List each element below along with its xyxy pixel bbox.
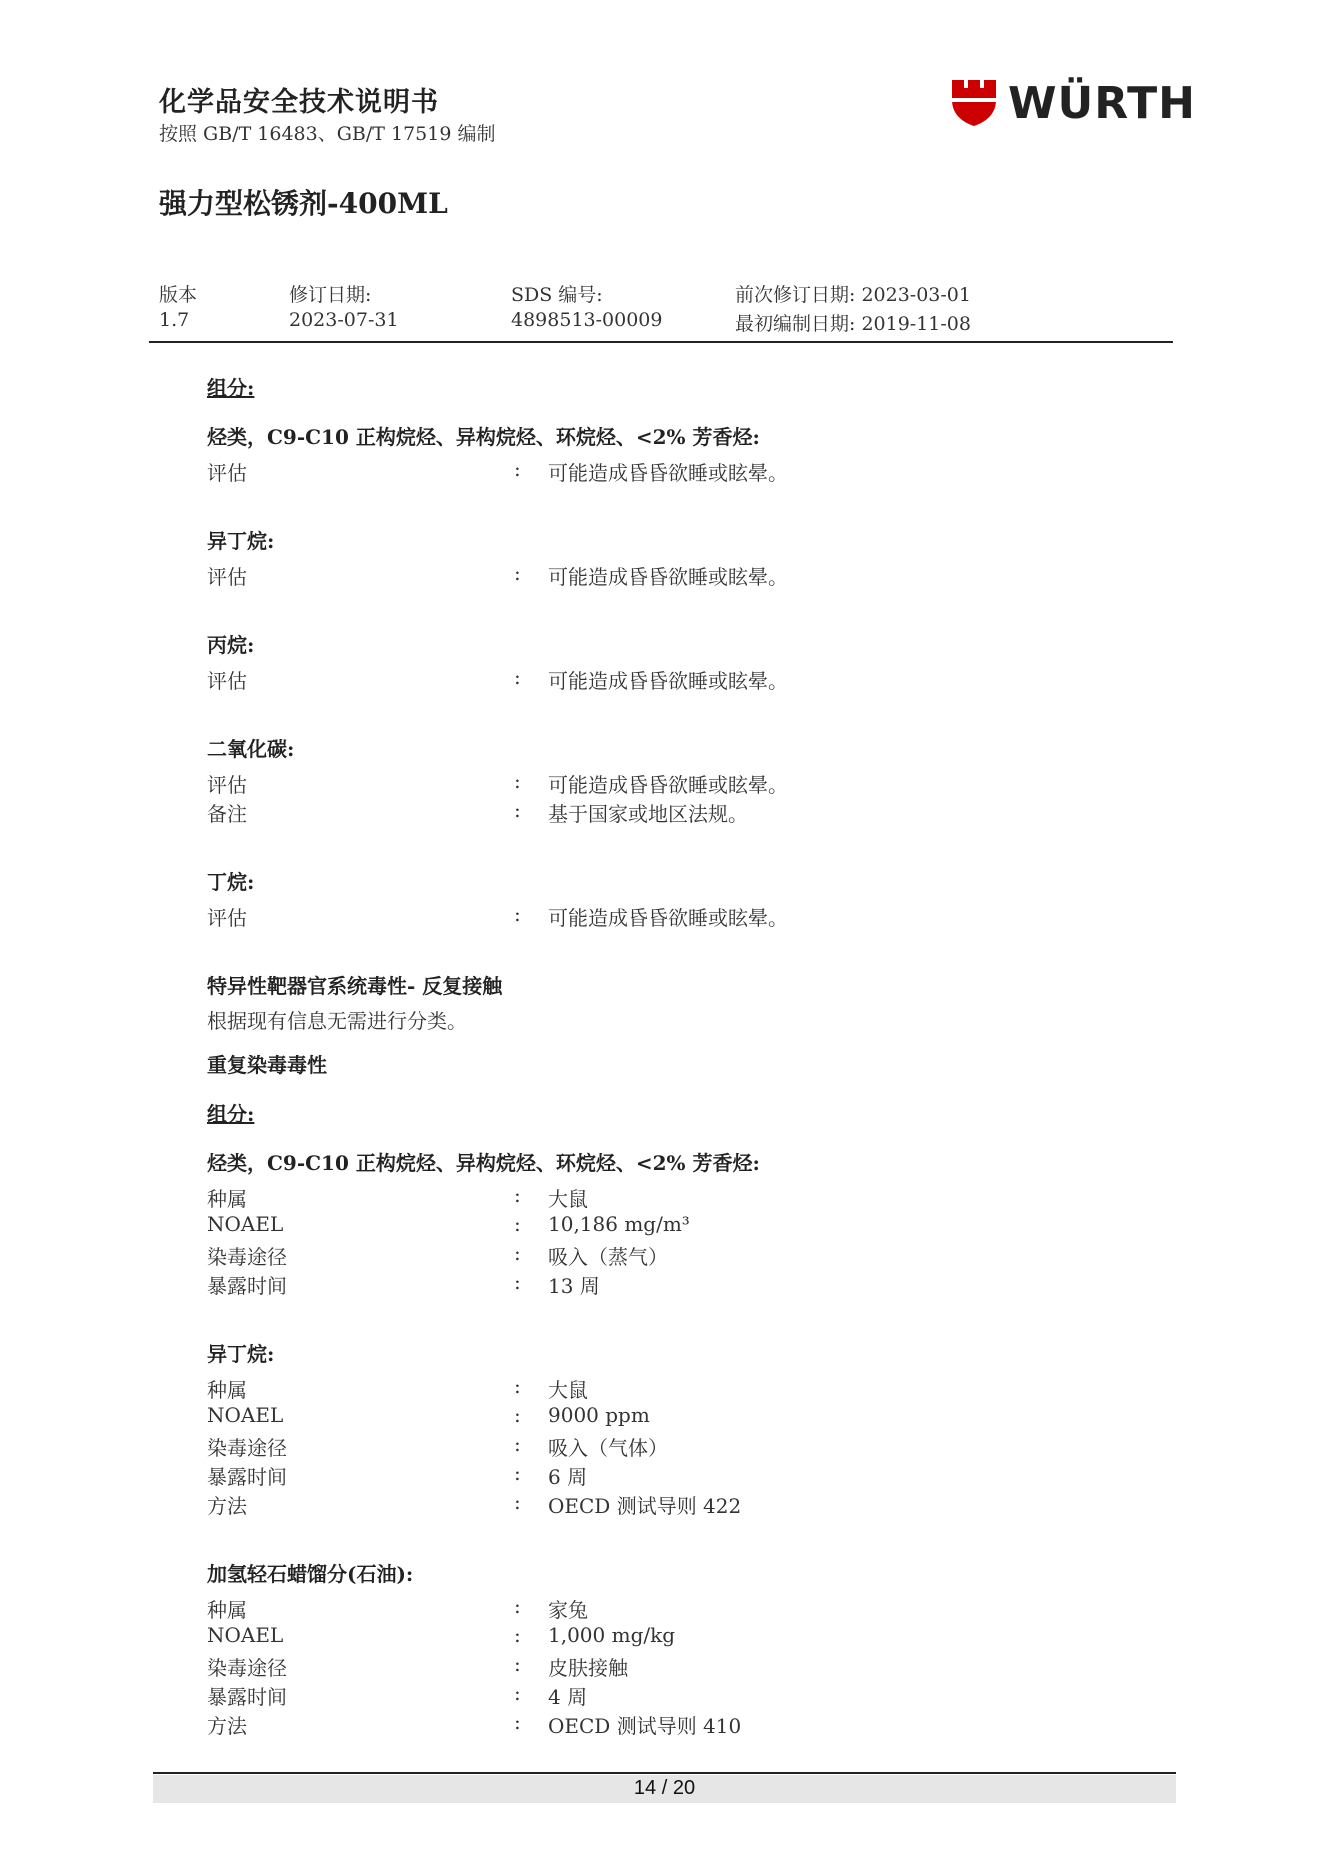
field-value: 可能造成昏昏欲睡或眩晕。 — [548, 773, 788, 797]
field-colon: : — [514, 1594, 521, 1618]
field-label: 暴露时间 — [207, 1465, 287, 1489]
field-colon: : — [514, 798, 521, 822]
page-number: 14 / 20 — [633, 1777, 696, 1799]
field-colon: : — [514, 1623, 521, 1647]
field-label: 评估 — [207, 669, 247, 693]
component-name: 加氢轻石蜡馏分(石油): — [207, 1562, 414, 1586]
revision-date-label: 修订日期: — [289, 284, 372, 306]
field-colon: : — [514, 1241, 521, 1265]
previous-revision-date: 前次修订日期: 2023-03-01 — [735, 284, 971, 306]
field-label: 种属 — [207, 1598, 247, 1622]
component-name: 异丁烷: — [207, 1342, 275, 1366]
repeated-toxicity-heading: 重复染毒毒性 — [207, 1053, 327, 1077]
field-label: 染毒途径 — [207, 1436, 287, 1460]
field-value: 13 周 — [548, 1274, 600, 1298]
product-name: 强力型松锈剂-400ML — [159, 187, 448, 220]
field-value: 可能造成昏昏欲睡或眩晕。 — [548, 461, 788, 485]
brand-name: WÜRTH — [1008, 78, 1197, 129]
field-value: 基于国家或地区法规。 — [548, 802, 748, 826]
field-colon: : — [514, 1403, 521, 1427]
field-label: 方法 — [207, 1494, 247, 1518]
components-heading: 组分: — [207, 376, 255, 400]
field-label: 备注 — [207, 802, 247, 826]
field-value: 可能造成昏昏欲睡或眩晕。 — [548, 906, 788, 930]
components-heading: 组分: — [207, 1102, 255, 1126]
field-value: 可能造成昏昏欲睡或眩晕。 — [548, 669, 788, 693]
field-colon: : — [514, 1183, 521, 1207]
header-divider — [149, 341, 1173, 343]
field-colon: : — [514, 1710, 521, 1734]
field-label: 评估 — [207, 461, 247, 485]
field-label: 暴露时间 — [207, 1274, 287, 1298]
field-label: 评估 — [207, 565, 247, 589]
field-colon: : — [514, 1432, 521, 1456]
field-value: 吸入（气体） — [548, 1436, 668, 1460]
field-label: 种属 — [207, 1187, 247, 1211]
field-label: NOAEL — [207, 1212, 284, 1236]
component-name: 异丁烷: — [207, 529, 275, 553]
field-value: 皮肤接触 — [548, 1656, 628, 1680]
field-value: 9000 ppm — [548, 1403, 650, 1427]
field-colon: : — [514, 665, 521, 689]
version-value: 1.7 — [159, 309, 190, 331]
wurth-logo-mark-icon — [950, 78, 998, 128]
sds-number-value: 4898513-00009 — [511, 309, 663, 331]
stot-repeated-text: 根据现有信息无需进行分类。 — [207, 1009, 467, 1033]
field-label: 染毒途径 — [207, 1656, 287, 1680]
field-colon: : — [514, 1490, 521, 1514]
wurth-logo — [950, 78, 1197, 129]
field-value: 6 周 — [548, 1465, 588, 1489]
field-label: NOAEL — [207, 1403, 284, 1427]
field-label: 方法 — [207, 1714, 247, 1738]
first-issue-date: 最初编制日期: 2019-11-08 — [735, 313, 971, 335]
component-name: 丙烷: — [207, 633, 255, 657]
field-colon: : — [514, 1270, 521, 1294]
component-name: 二氧化碳: — [207, 737, 295, 761]
field-colon: : — [514, 1461, 521, 1485]
component-name: 丁烷: — [207, 870, 255, 894]
sds-number-label: SDS 编号: — [511, 284, 603, 306]
field-value: 4 周 — [548, 1685, 588, 1709]
field-label: NOAEL — [207, 1623, 284, 1647]
field-value: 1,000 mg/kg — [548, 1623, 676, 1647]
component-name: 烃类，C9-C10 正构烷烃、异构烷烃、环烷烃、<2% 芳香烃: — [207, 1151, 760, 1175]
field-label: 暴露时间 — [207, 1685, 287, 1709]
stot-repeated-heading: 特异性靶器官系统毒性- 反复接触 — [207, 974, 503, 998]
document-title: 化学品安全技术说明书 — [159, 87, 439, 118]
version-label: 版本 — [159, 284, 198, 306]
field-value: 家兔 — [548, 1598, 588, 1622]
revision-date-value: 2023-07-31 — [289, 309, 399, 331]
field-value: 吸入（蒸气） — [548, 1245, 668, 1269]
field-colon: : — [514, 902, 521, 926]
field-value: 大鼠 — [548, 1378, 588, 1402]
footer-divider — [153, 1772, 1176, 1774]
field-colon: : — [514, 1374, 521, 1398]
field-colon: : — [514, 769, 521, 793]
document-subtitle: 按照 GB/T 16483、GB/T 17519 编制 — [159, 123, 496, 145]
field-value: 10,186 mg/m³ — [548, 1212, 690, 1236]
field-label: 种属 — [207, 1378, 247, 1402]
component-name: 烃类，C9-C10 正构烷烃、异构烷烃、环烷烃、<2% 芳香烃: — [207, 425, 760, 449]
field-label: 评估 — [207, 773, 247, 797]
field-value: 大鼠 — [548, 1187, 588, 1211]
field-value: OECD 测试导则 422 — [548, 1494, 742, 1518]
field-colon: : — [514, 457, 521, 481]
field-colon: : — [514, 1212, 521, 1236]
field-label: 染毒途径 — [207, 1245, 287, 1269]
field-colon: : — [514, 561, 521, 585]
field-label: 评估 — [207, 906, 247, 930]
field-colon: : — [514, 1681, 521, 1705]
field-value: 可能造成昏昏欲睡或眩晕。 — [548, 565, 788, 589]
field-colon: : — [514, 1652, 521, 1676]
field-value: OECD 测试导则 410 — [548, 1714, 742, 1738]
